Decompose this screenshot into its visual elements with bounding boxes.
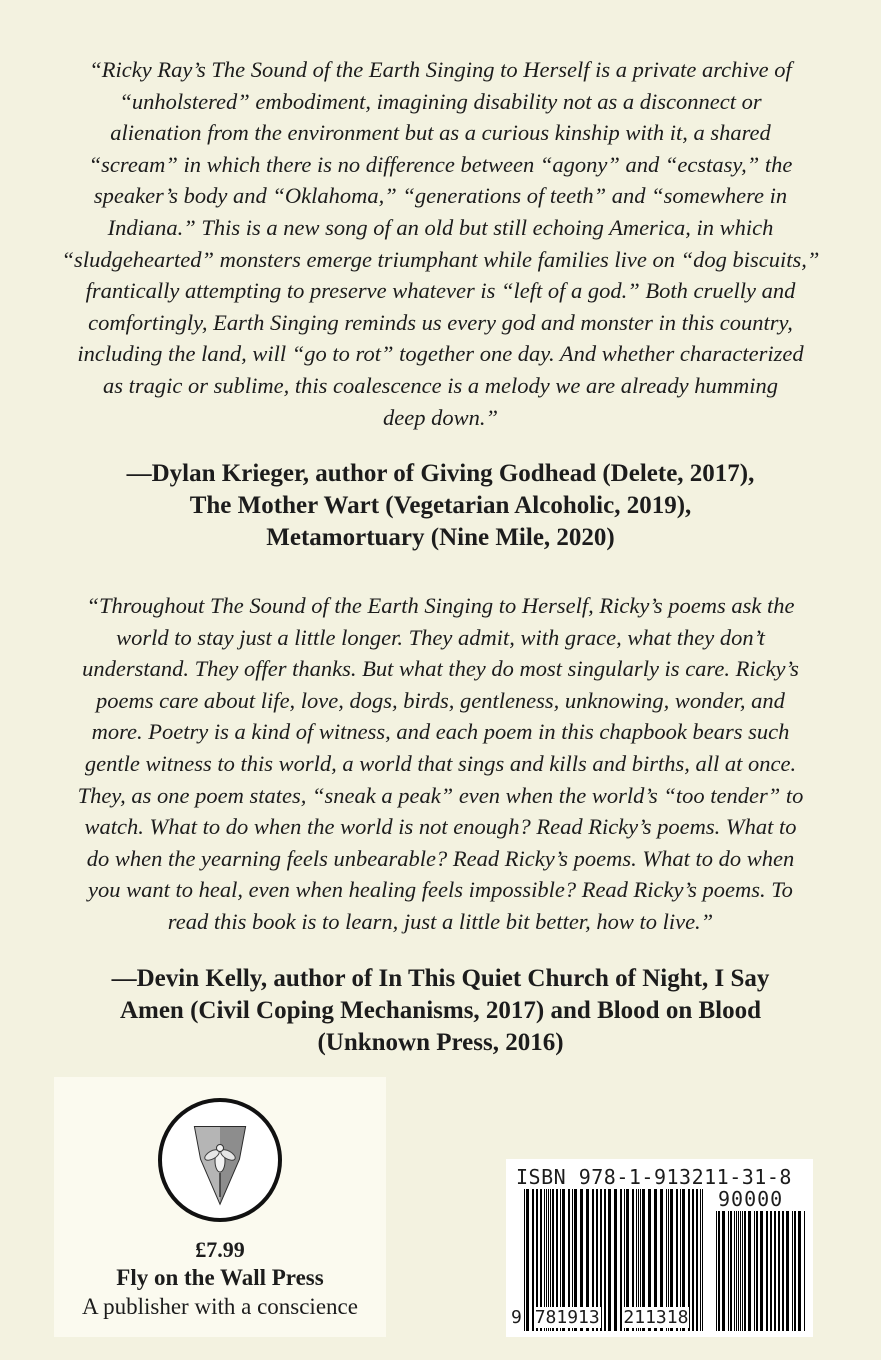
barcode-bar [798, 1211, 801, 1331]
quote-line: deep down.” [383, 404, 498, 430]
price-code: 90000 [718, 1187, 784, 1211]
quote-line: do when the yearning feels unbearable? Read Ricky’s poems. What to do when [86, 845, 795, 871]
barcode-bar [716, 1211, 717, 1331]
barcode-bar [742, 1211, 743, 1331]
attribution-line: —Devin Kelly, author of In This Quiet Church of Night, I Say [111, 965, 770, 992]
quote-line: watch. What to do when the world is not enough? Read Ricky’s poems. What to [84, 814, 797, 840]
addon-barcode-bars [716, 1211, 808, 1331]
barcode-bar [770, 1211, 772, 1331]
quote-line: speaker’s body and “Oklahoma,” “generations of teeth” and “somewhere in [93, 183, 788, 209]
barcode-bar [766, 1211, 768, 1331]
attribution-line: —Dylan Krieger, author of Giving Godhead (Delete, 2017), [126, 460, 755, 487]
barcode-bar [756, 1211, 758, 1331]
barcode-bar [782, 1211, 784, 1331]
publisher-box [54, 1077, 386, 1337]
quote-line: “Throughout The Sound of the Earth Singing to Herself, Ricky’s poems ask the [86, 593, 795, 618]
quote-line: alienation from the environment but as a curious kinship with it, a shared [110, 120, 771, 146]
ean-first-digit: 9 [511, 1307, 522, 1328]
barcode-bar [778, 1211, 780, 1331]
barcode-bar [696, 1189, 698, 1331]
attribution-line: The Mother Wart (Vegetarian Alcoholic, 2019), [189, 492, 692, 519]
barcode-bar [760, 1211, 763, 1331]
publisher-name: Fly on the Wall Press [116, 1265, 324, 1290]
publisher-tagline: A publisher with a conscience [82, 1294, 358, 1319]
blurb-quote-krieger [50, 54, 831, 433]
barcode-bar [730, 1211, 732, 1331]
barcode-bar [774, 1211, 776, 1331]
quote-line: “sludgehearted” monsters emerge triumphant while families live on “dog biscuits,” [61, 246, 820, 272]
barcode-bar [748, 1211, 751, 1331]
barcode-bar [740, 1211, 741, 1331]
quote-line: “Ricky Ray’s The Sound of the Earth Singing to Herself is a private archive of [89, 57, 792, 82]
quote-line: including the land, will “go to rot” together one day. And whether characterized [77, 341, 804, 367]
barcode-bar [804, 1211, 805, 1331]
quote-line: read this book is to learn, just a little bit better, how to live.” [167, 908, 714, 934]
barcode-bar [786, 1211, 789, 1331]
attribution-line: Metamortuary (Nine Mile, 2020) [266, 524, 615, 551]
barcode-bar [754, 1211, 755, 1331]
barcode-bar [692, 1189, 694, 1331]
barcode-bar [794, 1211, 796, 1331]
blurb-quote-kelly [50, 590, 831, 938]
quote-line: “scream” in which there is no difference between “agony” and “ecstasy,” the [88, 151, 793, 177]
attribution-line: Amen (Civil Coping Mechanisms, 2017) and Blood on Blood [119, 997, 762, 1024]
quote-line: frantically attempting to preserve whatever is “left of a god.” Both cruelly and [85, 278, 796, 304]
quote-line: Indiana.” This is a new song of an old but still echoing America, in which [107, 214, 774, 240]
ean-right-group: 211318 [623, 1307, 689, 1328]
quote-line: gentle witness to this world, a world that sings and kills and births, all at once. [84, 750, 797, 776]
quote-line: more. Poetry is a kind of witness, and each poem in this chapbook bears such [91, 719, 790, 745]
barcode-bar [718, 1211, 720, 1331]
quote-line: “unholstered” embodiment, imagining disability not as a disconnect or [119, 88, 762, 114]
quote-line: world to stay just a little longer. They admit, with grace, what they don’t [116, 624, 765, 650]
quote-line: you want to heal, even when healing feels impossible? Read Ricky’s poems. To [88, 877, 793, 903]
barcode-bar [792, 1211, 793, 1331]
blurb-attribution-kelly [30, 963, 851, 1059]
attribution-line: (Unknown Press, 2016) [317, 1029, 564, 1056]
ean-digits [510, 1307, 689, 1328]
barcode-bar [702, 1189, 703, 1331]
quote-line: comfortingly, Earth Singing reminds us every god and monster in this country, [88, 309, 793, 335]
barcode-bar [700, 1189, 701, 1331]
barcode-bar [722, 1211, 725, 1331]
isbn-label: ISBN 978-1-913211-31-8 [516, 1165, 792, 1189]
quote-line: understand. They offer thanks. But what they do most singularly is care. Ricky’s [82, 656, 799, 682]
quote-line: poems care about life, love, dogs, birds, gentleness, unknowing, wonder, and [96, 687, 785, 713]
isbn-barcode [506, 1159, 813, 1337]
barcode-bar [744, 1211, 746, 1331]
ean-left-group: 781913 [534, 1307, 600, 1328]
fly-on-pen-nib-icon [157, 1097, 283, 1223]
barcode-bar [738, 1211, 739, 1331]
barcode-bar [734, 1211, 735, 1331]
barcode-bar [736, 1211, 737, 1331]
quote-line: They, as one poem states, “sneak a peak” even when the world’s “too tender” to [77, 782, 804, 808]
price: £7.99 [195, 1237, 245, 1262]
quote-line: as tragic or sublime, this coalescence is a melody we are already humming [102, 372, 779, 398]
blurb-attribution-krieger [30, 458, 851, 554]
barcode-bar [728, 1211, 729, 1331]
